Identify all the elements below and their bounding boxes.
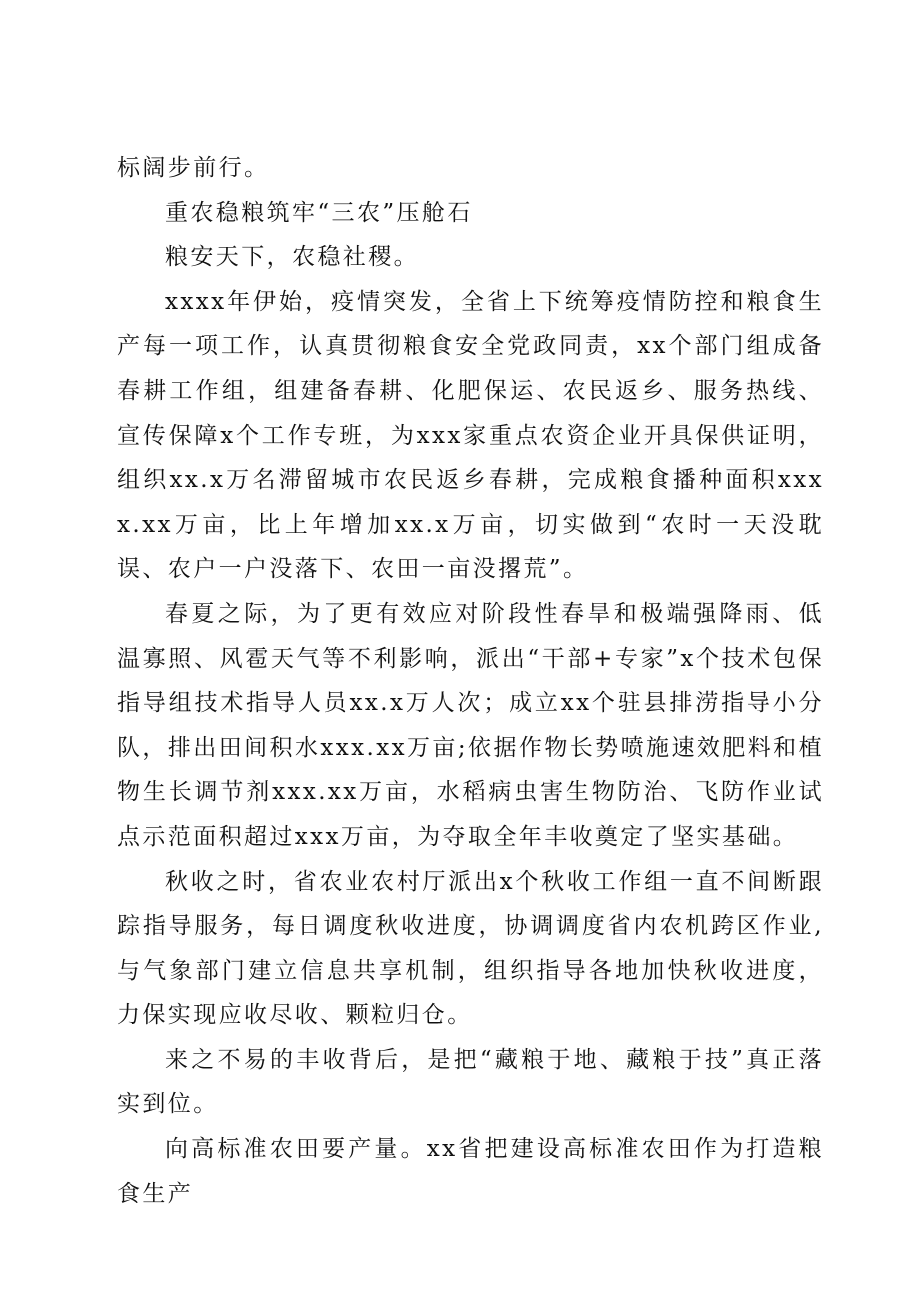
paragraph: 向高标准农田要产量。xx省把建设高标准农田作为打造粮食生产 (117, 1136, 824, 1207)
section-heading: 重农稳粮筑牢“三农”压舱石 (165, 199, 473, 226)
paragraph: 秋收之时，省农业农村厅派出x个秋收工作组一直不间断跟踪指导服务，每日调度秋收进度，协调调度省内农机跨区作业,与气象部门建立信息共享机制，组织指导各地加快秋收进度，力保实现应收尽收、颗粒归仓。 (117, 868, 824, 1029)
paragraph: 粮安天下，农稳社稷。 (165, 244, 419, 271)
document-body (117, 146, 824, 1216)
paragraph: xxxx年伊始，疫情突发，全省上下统筹疫情防控和粮食生产每一项工作，认真贯彻粮食安全党政同责，xx个部门组成备春耕工作组，组建备春耕、化肥保运、农民返乡、服务热线、宣传保障x个工作专班，为xxx家重点农资企业开具保供证明，组织xx.x万名滞留城市农民返乡春耕，完成粮食播种面积xxxx.xx万亩，比上年增加xx.x万亩，切实做到“农时一天没耽误、农户一户没落下、农田一亩没撂荒”。 (117, 288, 824, 583)
paragraph: 春夏之际，为了更有效应对阶段性春旱和极端强降雨、低温寡照、风雹天气等不利影响，派出“干部+专家”x个技术包保指导组技术指导人员xx.x万人次；成立xx个驻县排涝指导小分队，排出田间积水xxx.xx万亩;依据作物长势喷施速效肥料和植物生长调节剂xxx.xx万亩，水稻病虫害生物防治、飞防作业试点示范面积超过xxx万亩，为夺取全年丰收奠定了坚实基础。 (117, 600, 824, 850)
paragraph: 来之不易的丰收背后，是把“藏粮于地、藏粮于技”真正落实到位。 (117, 1046, 824, 1118)
paragraph-continuation: 标阔步前行。 (117, 155, 270, 181)
